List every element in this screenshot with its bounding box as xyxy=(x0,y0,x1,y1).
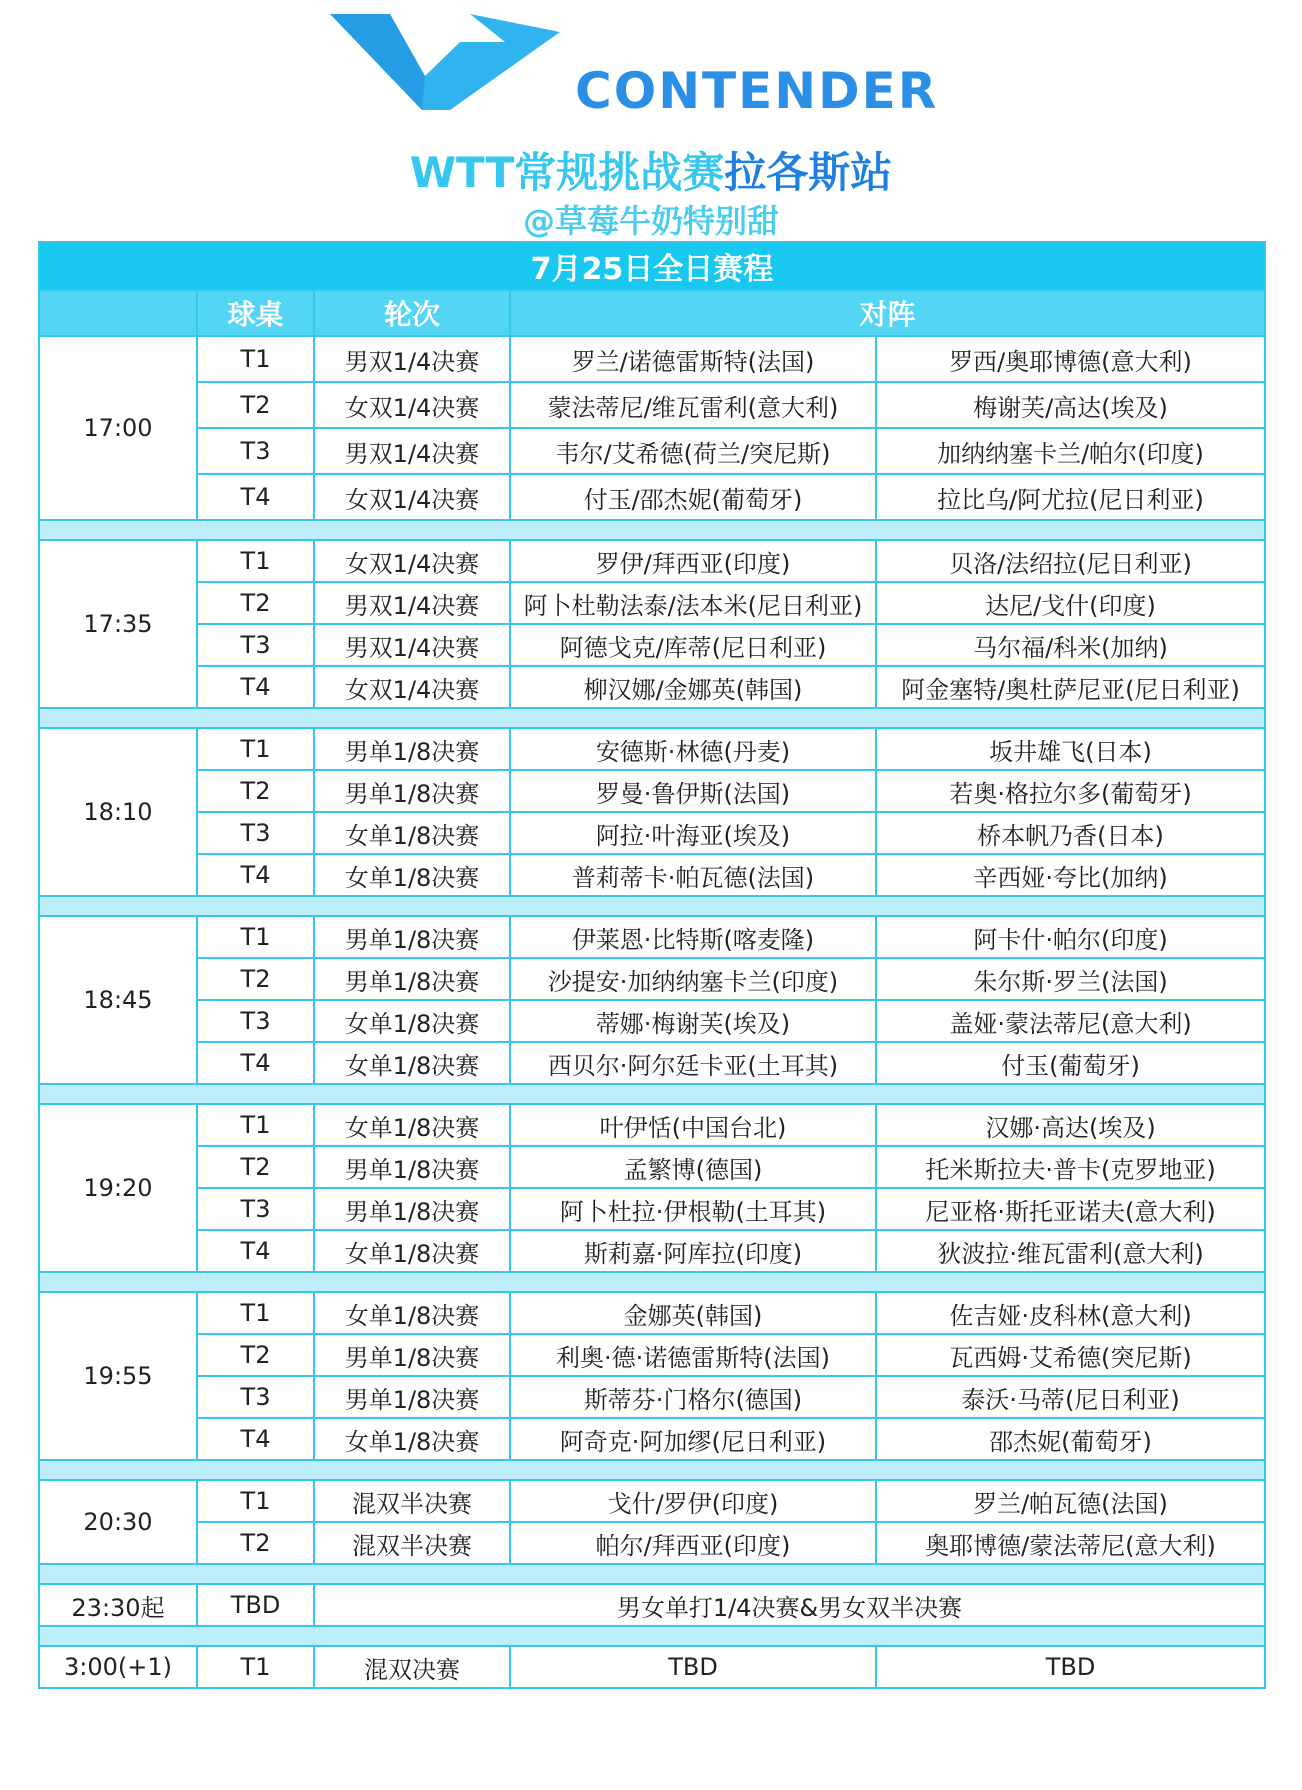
spacer-cell xyxy=(39,1272,1265,1292)
player-right: 阿金塞特/奥杜萨尼亚(尼日利亚) xyxy=(876,666,1265,708)
player-left: 罗伊/拜西亚(印度) xyxy=(510,540,876,582)
table-number: T2 xyxy=(197,1334,314,1376)
late-slot-time: 23:30起 xyxy=(39,1584,197,1626)
event-title xyxy=(0,140,1302,200)
spacer-row xyxy=(39,1084,1265,1104)
spacer-cell xyxy=(39,1084,1265,1104)
round-name: 混双半决赛 xyxy=(314,1522,510,1564)
player-right: 阿卡什·帕尔(印度) xyxy=(876,916,1265,958)
table-number: T4 xyxy=(197,854,314,896)
player-right: 坂井雄飞(日本) xyxy=(876,728,1265,770)
player-right: 托米斯拉夫·普卡(克罗地亚) xyxy=(876,1146,1265,1188)
player-right: 邵杰妮(葡萄牙) xyxy=(876,1418,1265,1460)
round-name: 女单1/8决赛 xyxy=(314,1418,510,1460)
final-slot-table: T1 xyxy=(197,1646,314,1688)
player-left: 帕尔/拜西亚(印度) xyxy=(510,1522,876,1564)
player-right: 尼亚格·斯托亚诺夫(意大利) xyxy=(876,1188,1265,1230)
match-row xyxy=(39,382,1265,428)
player-right: 瓦西姆·艾希德(突尼斯) xyxy=(876,1334,1265,1376)
player-right: 拉比乌/阿尤拉(尼日利亚) xyxy=(876,474,1265,520)
player-left: 付玉/邵杰妮(葡萄牙) xyxy=(510,474,876,520)
slot-time: 19:55 xyxy=(39,1292,197,1460)
player-right: 朱尔斯·罗兰(法国) xyxy=(876,958,1265,1000)
round-name: 男双1/4决赛 xyxy=(314,336,510,382)
table-number: T2 xyxy=(197,1522,314,1564)
schedule-table xyxy=(38,241,1266,1689)
column-header-round: 轮次 xyxy=(314,290,510,336)
match-row xyxy=(39,582,1265,624)
player-left: 戈什/罗伊(印度) xyxy=(510,1480,876,1522)
player-left: 普莉蒂卡·帕瓦德(法国) xyxy=(510,854,876,896)
table-number: T1 xyxy=(197,1292,314,1334)
player-left: 利奥·德·诺德雷斯特(法国) xyxy=(510,1334,876,1376)
table-number: T1 xyxy=(197,336,314,382)
spacer-row xyxy=(39,1460,1265,1480)
slot-time: 20:30 xyxy=(39,1480,197,1564)
round-name: 女单1/8决赛 xyxy=(314,854,510,896)
player-left: 蒙法蒂尼/维瓦雷利(意大利) xyxy=(510,382,876,428)
match-row xyxy=(39,474,1265,520)
match-row xyxy=(39,770,1265,812)
player-right: 马尔福/科米(加纳) xyxy=(876,624,1265,666)
player-left: 阿德戈克/库蒂(尼日利亚) xyxy=(510,624,876,666)
column-header-matchup: 对阵 xyxy=(510,290,1265,336)
round-name: 男单1/8决赛 xyxy=(314,1376,510,1418)
slot-time: 17:00 xyxy=(39,336,197,520)
late-slot-row xyxy=(39,1584,1265,1626)
match-row xyxy=(39,1000,1265,1042)
player-right: 辛西娅·夸比(加纳) xyxy=(876,854,1265,896)
match-row xyxy=(39,1230,1265,1272)
table-number: T3 xyxy=(197,1188,314,1230)
player-right: 若奥·格拉尔多(葡萄牙) xyxy=(876,770,1265,812)
table-number: T2 xyxy=(197,770,314,812)
table-number: T4 xyxy=(197,666,314,708)
spacer-row xyxy=(39,1626,1265,1646)
round-name: 男单1/8决赛 xyxy=(314,916,510,958)
player-right: 桥本帆乃香(日本) xyxy=(876,812,1265,854)
match-row xyxy=(39,1376,1265,1418)
table-number: T2 xyxy=(197,382,314,428)
wtt-logo-icon xyxy=(330,14,560,114)
round-name: 女单1/8决赛 xyxy=(314,1042,510,1084)
player-left: 罗兰/诺德雷斯特(法国) xyxy=(510,336,876,382)
poster-header xyxy=(0,0,1302,240)
table-number: T3 xyxy=(197,428,314,474)
table-number: T1 xyxy=(197,728,314,770)
round-name: 女单1/8决赛 xyxy=(314,1292,510,1334)
player-left: 沙提安·加纳纳塞卡兰(印度) xyxy=(510,958,876,1000)
match-row xyxy=(39,666,1265,708)
spacer-row xyxy=(39,1564,1265,1584)
final-slot-left: TBD xyxy=(510,1646,876,1688)
round-name: 女单1/8决赛 xyxy=(314,1000,510,1042)
spacer-cell xyxy=(39,896,1265,916)
player-right: 罗兰/帕瓦德(法国) xyxy=(876,1480,1265,1522)
player-right: 盖娅·蒙法蒂尼(意大利) xyxy=(876,1000,1265,1042)
round-name: 男单1/8决赛 xyxy=(314,728,510,770)
final-slot-time: 3:00(+1) xyxy=(39,1646,197,1688)
final-slot-row xyxy=(39,1646,1265,1688)
round-name: 女双1/4决赛 xyxy=(314,382,510,428)
player-right: 梅谢芙/高达(埃及) xyxy=(876,382,1265,428)
player-left: 斯蒂芬·门格尔(德国) xyxy=(510,1376,876,1418)
table-number: T3 xyxy=(197,1376,314,1418)
final-slot-round: 混双决赛 xyxy=(314,1646,510,1688)
player-left: 安德斯·林德(丹麦) xyxy=(510,728,876,770)
player-right: 付玉(葡萄牙) xyxy=(876,1042,1265,1084)
table-number: T2 xyxy=(197,958,314,1000)
round-name: 女双1/4决赛 xyxy=(314,474,510,520)
round-name: 女单1/8决赛 xyxy=(314,1230,510,1272)
author-handle: @草莓牛奶特别甜 xyxy=(522,202,779,240)
round-name: 男单1/8决赛 xyxy=(314,958,510,1000)
round-name: 男双1/4决赛 xyxy=(314,624,510,666)
round-name: 男双1/4决赛 xyxy=(314,582,510,624)
round-name: 男单1/8决赛 xyxy=(314,1334,510,1376)
late-slot-table: TBD xyxy=(197,1584,314,1626)
player-left: 韦尔/艾希德(荷兰/突尼斯) xyxy=(510,428,876,474)
player-right: 狄波拉·维瓦雷利(意大利) xyxy=(876,1230,1265,1272)
match-row xyxy=(39,1104,1265,1146)
day-title: 7月25日全日赛程 xyxy=(39,242,1265,290)
column-header-time xyxy=(39,290,197,336)
round-name: 男单1/8决赛 xyxy=(314,770,510,812)
player-right: 罗西/奥耶博德(意大利) xyxy=(876,336,1265,382)
spacer-cell xyxy=(39,520,1265,540)
player-left: 金娜英(韩国) xyxy=(510,1292,876,1334)
day-title-row xyxy=(39,242,1265,290)
table-number: T3 xyxy=(197,1000,314,1042)
match-row xyxy=(39,728,1265,770)
player-left: 阿拉·叶海亚(埃及) xyxy=(510,812,876,854)
player-left: 阿卜杜勒法泰/法本米(尼日利亚) xyxy=(510,582,876,624)
table-number: T4 xyxy=(197,1042,314,1084)
match-row xyxy=(39,1334,1265,1376)
table-number: T4 xyxy=(197,474,314,520)
spacer-row xyxy=(39,708,1265,728)
table-number: T1 xyxy=(197,1104,314,1146)
match-row xyxy=(39,1042,1265,1084)
player-left: 伊莱恩·比特斯(喀麦隆) xyxy=(510,916,876,958)
round-name: 男双1/4决赛 xyxy=(314,428,510,474)
player-left: 阿卜杜拉·伊根勒(土耳其) xyxy=(510,1188,876,1230)
player-left: 蒂娜·梅谢芙(埃及) xyxy=(510,1000,876,1042)
round-name: 女单1/8决赛 xyxy=(314,812,510,854)
player-right: 奥耶博德/蒙法蒂尼(意大利) xyxy=(876,1522,1265,1564)
table-number: T2 xyxy=(197,1146,314,1188)
spacer-row xyxy=(39,520,1265,540)
brand-name: CONTENDER xyxy=(575,62,939,120)
round-name: 混双半决赛 xyxy=(314,1480,510,1522)
round-name: 女双1/4决赛 xyxy=(314,540,510,582)
table-number: T1 xyxy=(197,540,314,582)
match-row xyxy=(39,854,1265,896)
table-number: T2 xyxy=(197,582,314,624)
late-slot-description: 男女单打1/4决赛&男女双半决赛 xyxy=(314,1584,1265,1626)
player-right: 佐吉娅·皮科林(意大利) xyxy=(876,1292,1265,1334)
round-name: 男单1/8决赛 xyxy=(314,1146,510,1188)
slot-time: 17:35 xyxy=(39,540,197,708)
table-number: T3 xyxy=(197,624,314,666)
slot-time: 19:20 xyxy=(39,1104,197,1272)
player-right: 泰沃·马蒂(尼日利亚) xyxy=(876,1376,1265,1418)
round-name: 女双1/4决赛 xyxy=(314,666,510,708)
match-row xyxy=(39,1418,1265,1460)
event-title-city: 拉各斯站 xyxy=(724,148,893,197)
event-title-series: WTT常规挑战赛 xyxy=(409,148,725,197)
spacer-cell xyxy=(39,1564,1265,1584)
player-left: 孟繁博(德国) xyxy=(510,1146,876,1188)
match-row xyxy=(39,540,1265,582)
spacer-row xyxy=(39,1272,1265,1292)
spacer-row xyxy=(39,896,1265,916)
player-right: 达尼/戈什(印度) xyxy=(876,582,1265,624)
match-row xyxy=(39,336,1265,382)
final-slot-right: TBD xyxy=(876,1646,1265,1688)
match-row xyxy=(39,428,1265,474)
player-left: 叶伊恬(中国台北) xyxy=(510,1104,876,1146)
player-left: 柳汉娜/金娜英(韩国) xyxy=(510,666,876,708)
table-number: T1 xyxy=(197,916,314,958)
player-left: 斯莉嘉·阿库拉(印度) xyxy=(510,1230,876,1272)
round-name: 男单1/8决赛 xyxy=(314,1188,510,1230)
match-row xyxy=(39,1522,1265,1564)
slot-time: 18:45 xyxy=(39,916,197,1084)
table-number: T4 xyxy=(197,1230,314,1272)
slot-time: 18:10 xyxy=(39,728,197,896)
column-header-table: 球桌 xyxy=(197,290,314,336)
match-row xyxy=(39,1188,1265,1230)
column-header-row xyxy=(39,290,1265,336)
match-row xyxy=(39,1146,1265,1188)
match-row xyxy=(39,958,1265,1000)
player-left: 罗曼·鲁伊斯(法国) xyxy=(510,770,876,812)
player-right: 加纳纳塞卡兰/帕尔(印度) xyxy=(876,428,1265,474)
match-row xyxy=(39,1480,1265,1522)
spacer-cell xyxy=(39,1460,1265,1480)
spacer-cell xyxy=(39,708,1265,728)
match-row xyxy=(39,1292,1265,1334)
player-right: 贝洛/法绍拉(尼日利亚) xyxy=(876,540,1265,582)
table-number: T4 xyxy=(197,1418,314,1460)
match-row xyxy=(39,916,1265,958)
match-row xyxy=(39,812,1265,854)
table-number: T1 xyxy=(197,1480,314,1522)
round-name: 女单1/8决赛 xyxy=(314,1104,510,1146)
player-right: 汉娜·高达(埃及) xyxy=(876,1104,1265,1146)
spacer-cell xyxy=(39,1626,1265,1646)
player-left: 西贝尔·阿尔廷卡亚(土耳其) xyxy=(510,1042,876,1084)
match-row xyxy=(39,624,1265,666)
player-left: 阿奇克·阿加缪(尼日利亚) xyxy=(510,1418,876,1460)
table-number: T3 xyxy=(197,812,314,854)
